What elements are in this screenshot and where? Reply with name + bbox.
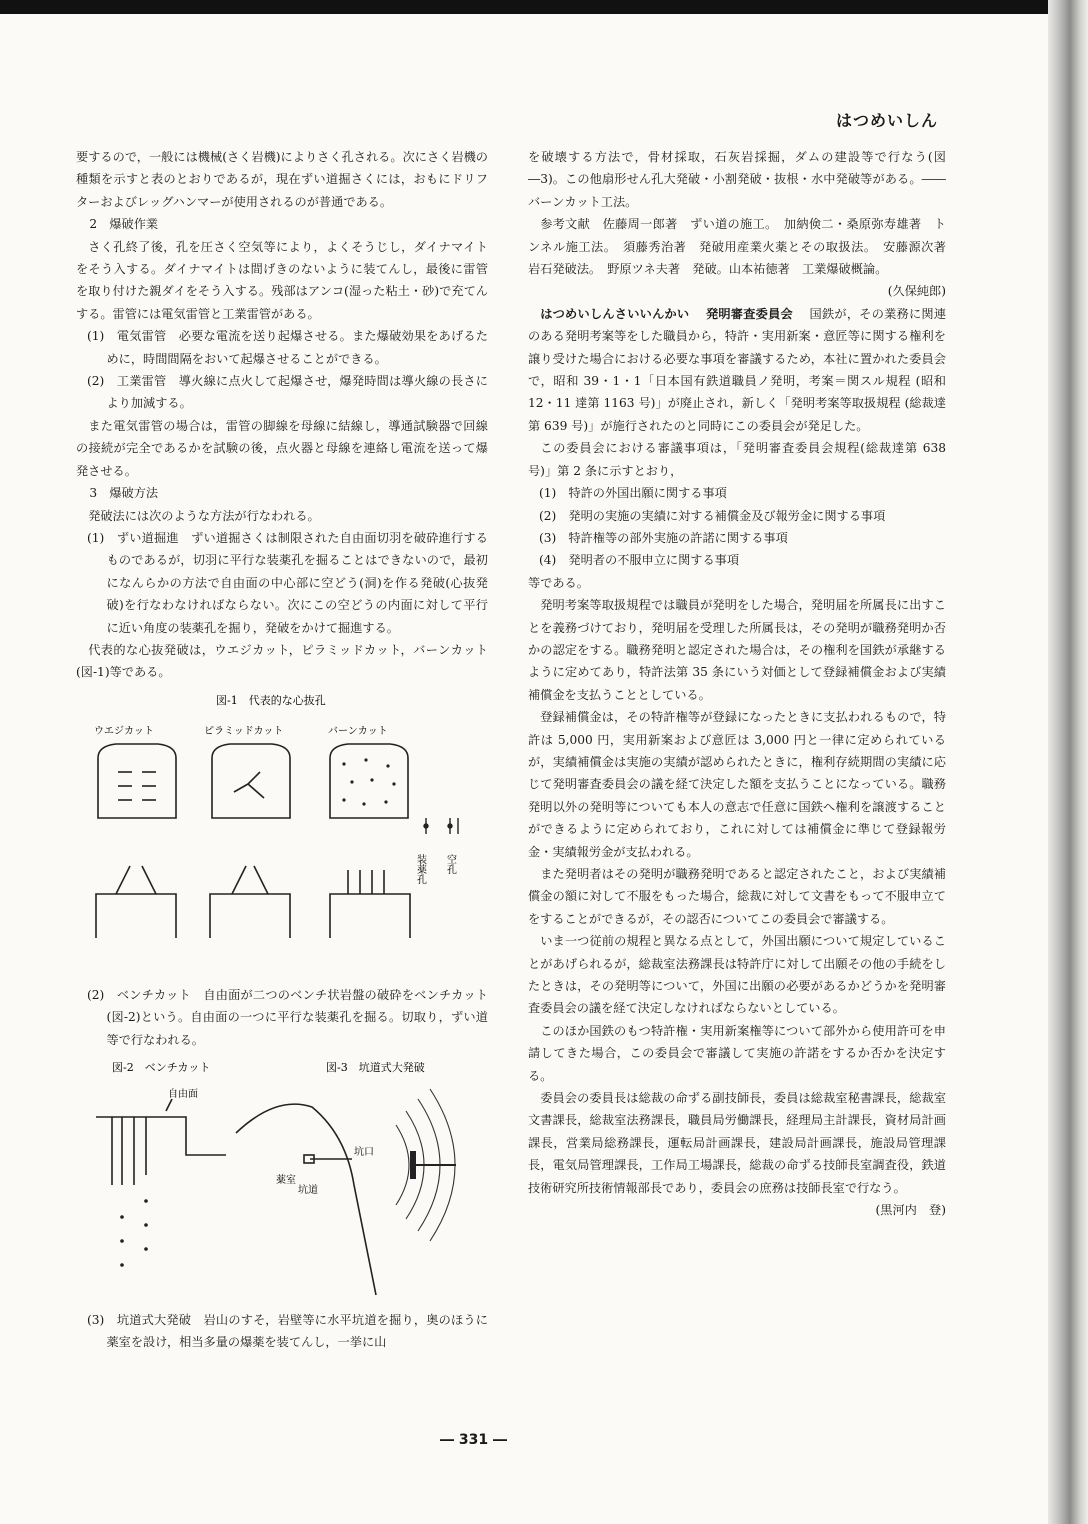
- author-signature: (黒河内 登): [875, 1203, 946, 1218]
- figure-3-label-adit: 坑口: [354, 1146, 374, 1158]
- paragraph: 等である。: [528, 575, 589, 590]
- paragraph: このほか国鉄のもつ特許権・実用新案権等について部外から使用許可を申請してきた場合，この委員会で審議して実施の許諾をするか否かを決定する。: [528, 1023, 946, 1083]
- paragraph: 委員会の委員長は総裁の命ずる副技師長，委員は総裁室秘書課長，総裁室文書課長，総裁室法務課長，職員局労働課長，経理局主計課長，資材局計画課長，営業局総務課長，運転局計画課長，建設局計画課長，施設局管理課長，電気局管理課長，工作局工場課長，総裁の命ずる技師長室調査役，鉄道技術研究所技術情報部長であり，委員会の庶務は技師長室で行なう。: [528, 1091, 946, 1195]
- figure-3-title: 図-3 坑道式大発破: [326, 1060, 425, 1074]
- paragraph: 登録補償金は，その特許権等が登録になったときに支払われるもので，特許は 5,000 円，実用新案および意匠は 3,000 円と一律に定められているが，実績補償金は実施の実績が認められたときに，権利存続期間の実績に応じて発明審査委員会の議を経て決定した額を支払うことになっている。職務発明以外の発明等についても本人の意志で任意に国鉄へ権利を譲渡することができるように定められており，これに対しては補償金に準じて登録報労金・実績報労金が支払われる。: [528, 710, 946, 859]
- list-item: (1) ずい道掘進 ずい道掘さくは制限された自由面切羽を破砕進行するものであるが，切羽に平行な装薬孔を掘ることはできないので，最初になんらかの方法で自由面の中心部に空どう(洞)を作る発破(心抜発破)を行なわなければならない。次にこの空どうの内面に対して平行に近い角度の装薬孔を掘り，発破をかけて掘進する。: [86, 530, 488, 635]
- figure-1-label-burn: バーンカット: [328, 725, 388, 737]
- running-header: はつめいしん: [835, 111, 938, 130]
- paragraph: を破壊する方法で，骨材採取，石灰岩採掘，ダムの建設等で行なう(図―3)。この他扇形せん孔大発破・小割発破・抜根・水中発破等がある。――バーンカット工法。: [528, 150, 946, 209]
- page-number: ― 331 ―: [440, 1432, 507, 1448]
- paragraph: 発明考案等取扱規程では職員が発明をした場合，発明届を所属長に出すことを義務づけており，発明届を受理した所属長は，その発明が職務発明か否かの認定をする。職務発明と認定された場合は，その権利を国鉄が承継するように定めてあり，特許法第 35 条にいう対価として登録補償金および実績補償金を支払うこととしている。: [528, 598, 946, 702]
- list-item: (2) 発明の実施の実績に対する補償金及び報労金に関する事項: [538, 508, 886, 523]
- figure-2-label-free-face: 自由面: [168, 1088, 198, 1100]
- figure-1-label-empty-hole: 空孔: [444, 853, 456, 874]
- list-item: (1) 特許の外国出願に関する事項: [538, 486, 727, 501]
- figure-2-title: 図-2 ベンチカット: [112, 1060, 211, 1074]
- section-heading: 3 爆破方法: [89, 486, 159, 501]
- entry-term: 発明審査委員会: [705, 306, 793, 321]
- figure-1-label-pyramid: ピラミッドカット: [204, 725, 284, 737]
- paragraph: また電気雷管の場合は，雷管の脚線を母線に結線し，導通試験器で回線の接続が完全であるかを試験の後，点火器と母線を連絡し電流を送って爆発させる。: [76, 418, 488, 478]
- figure-1-title: 図-1 代表的な心抜孔: [216, 693, 326, 707]
- figure-1-label-charge-hole: 装薬孔: [414, 853, 426, 884]
- left-column: [76, 146, 488, 1354]
- paragraph: さく孔終了後，孔を圧さく空気等により，よくそうじし，ダイナマイトをそう入する。ダイナマイトは間げきのないように装てんし，最後に雷管を取り付けた親ダイをそう入する。残部はアンコ(湿った粘土・砂)で充てんする。雷管には電気雷管と工業雷管がある。: [76, 239, 488, 321]
- figure-1-cut-holes: [76, 688, 488, 978]
- paragraph: いま一つ従前の規程と異なる点として，外国出願について規定していることがあげられるが，総裁室法務課長は特許庁に対して出願その他の手続をしたときは，その発明等について，外国に出願の必要があるかどうかを発明審査委員会の議を経て決定しなければならないとしている。: [528, 934, 946, 1016]
- paragraph: また発明者はその発明が職務発明であると認定されたこと，および実績補償金の額に対して不服をもった場合，総裁に対して文書をもって不服申立てをすることができるが，その認否についてこの委員会で審議する。: [528, 867, 946, 926]
- list-item: (3) 特許権等の部外実施の許諾に関する事項: [538, 530, 788, 545]
- paragraph: 代表的な心抜発破は，ウエジカット，ピラミッドカット，バーンカット(図-1)等である。: [76, 642, 488, 680]
- figure-2-3: [76, 1055, 488, 1305]
- paragraph: 要するので，一般には機械(さく岩機)によりさく孔される。次にさく岩機の種類を示すと表のとおりであるが，現在ずい道掘さくには，おもにドリフターおよびレッグハンマーが使用されるのが普通である。: [76, 150, 488, 209]
- list-item: (2) 工業雷管 導火線に点火して起爆させ，爆発時間は導火線の長さにより加減する。: [86, 374, 488, 411]
- entry-definition: 国鉄が，その業務に関連のある発明考案等をした職員から，特許・実用新案・意匠等に関する権利を譲り受けた場合における必要な事項を審議するため，本社に置かれた委員会で，昭和 39・1・1「日本国有鉄道職員ノ発明，考案＝関スル規程 (昭和 12・11 達第 1163 号)」が廃止され，新しく「発明考案等取扱規程 (総裁達第 639 号)」が施行されたのと同時にこの委員会が発足した。: [528, 306, 947, 433]
- list-item: (1) 電気雷管 必要な電流を送り起爆させる。また爆破効果をあげるために，時間間隔をおいて起爆させることができる。: [86, 329, 488, 366]
- list-item: (2) ベンチカット 自由面が二つのベンチ状岩盤の破砕をベンチカット(図-2)という。自由面の一つに平行な装薬孔を掘る。切取り，ずい道等で行なわれる。: [86, 987, 488, 1047]
- scan-top-border: [0, 0, 1088, 14]
- figure-1-label-wedge: ウエジカット: [94, 725, 154, 737]
- right-column: [528, 146, 959, 1222]
- author-signature: (久保純郎): [887, 284, 946, 299]
- figure-3-label-chamber: 薬室: [276, 1174, 296, 1186]
- entry-reading: はつめいしんさいいんかい: [540, 306, 690, 321]
- scan-binding-edge: [1048, 0, 1088, 1524]
- list-item: (3) 坑道式大発破 岩山のすそ，岩壁等に水平坑道を掘り，奥のほうに薬室を設け，相当多量の爆薬を装てんし，一挙に山: [86, 1312, 488, 1350]
- dictionary-entry: [528, 303, 946, 437]
- paragraph: 発破法には次のような方法が行なわれる。: [88, 508, 320, 523]
- paragraph: この委員会における審議事項は，「発明審査委員会規程(総裁達第 638 号)」第 2 条に示すとおり，: [528, 441, 946, 478]
- section-heading: 2 爆破作業: [89, 217, 159, 232]
- references: 参考文献 佐藤周一郎著 ずい道の施工。 加納倹二・桑原弥寿雄著 トンネル施工法。 須藤秀治著 発破用産業火薬とその取扱法。 安藤源次著 岩石発破法。 野原ツネ夫著 発破。山本祐徳著 工業爆破概論。: [528, 217, 959, 277]
- list-item: (4) 発明者の不服申立に関する事項: [538, 553, 740, 568]
- figure-3-label-tunnel: 坑道: [298, 1184, 318, 1196]
